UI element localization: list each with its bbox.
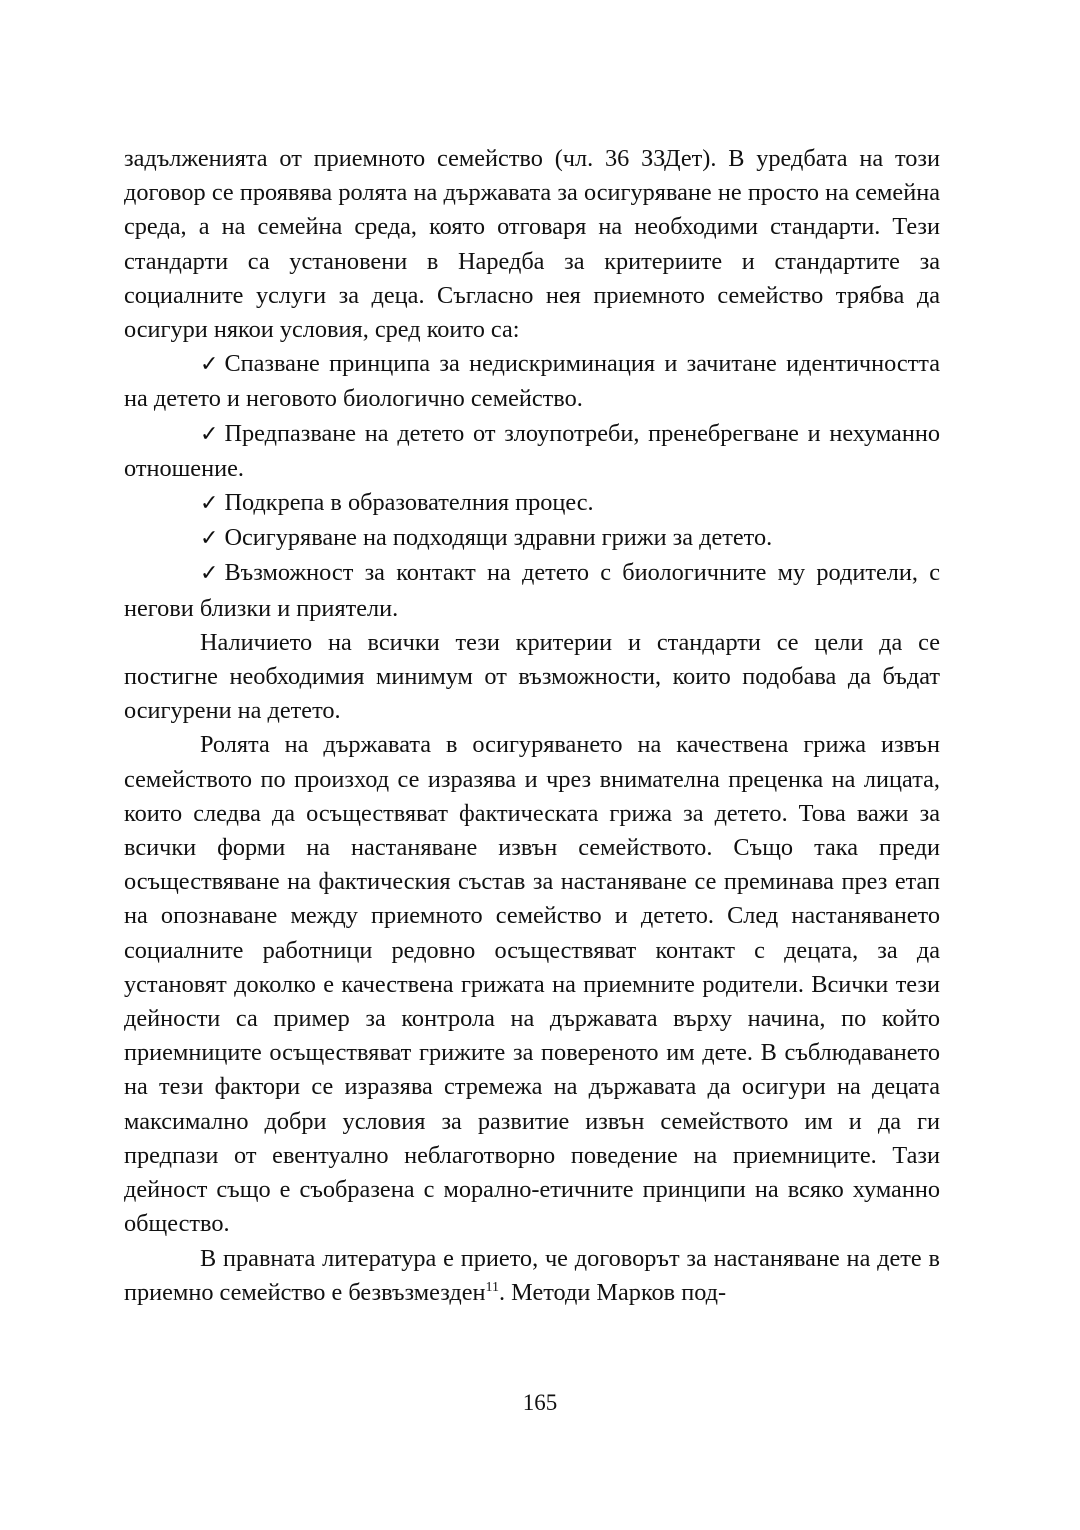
page-number: 165	[522, 1390, 558, 1415]
list-item-text: Спазване принципа за недискриминация и зачитане идентичността на детето и неговото биологично семейство.	[124, 350, 940, 413]
footnote-reference[interactable]: 11	[485, 1279, 500, 1295]
list-item-text: Осигуряване на подходящи здравни грижи за детето.	[224, 524, 773, 552]
paragraph-text: В правната литература е прието, че договорът за настаняване на дете в приемно семейство е безвъзмезден	[124, 1244, 940, 1306]
list-item-text: Предпазване на детето от злоупотреби, пренебрегване и нехуманно отношение.	[124, 419, 940, 482]
paragraph: Ролята на държавата в осигуряването на качествена грижа извън семейството по произход се изразява и чрез внимателна преценка на лицата, които следва да осъществяват фактическата грижа за детето. Това важи за всички форми на настаняване извън семейството. Също така преди осъществяване на фактическия състав за настаняване се преминава през етап на опознаване между приемното семейство и детето. След настаняването социалните работници редовно осъществяват контакт с децата, за да установят доколко е качествена грижата на приемните родители. Всички тези дейности са пример за контрола на държавата върху начина, по който приемниците осъществяват грижите за повереното им дете. В съблюдаването на тези фактори се изразява стремежа на държавата да осигури на децата максимално добри условия за развитие извън семейството им и да ги предпази от евентуално неблаготворно поведение на приемниците. Тази дейност също е съобразена с морално-етичните принципи на всяко хуманно общество.	[124, 731, 940, 1238]
list-item	[124, 417, 940, 486]
list-item	[124, 347, 940, 416]
checkmark-icon: ✓	[200, 491, 219, 517]
paragraph	[124, 1242, 940, 1310]
checkmark-icon: ✓	[200, 352, 219, 378]
paragraph-text: . Методи Марков под-	[499, 1278, 727, 1306]
list-item-text: Възможност за контакт на детето с биологичните му родители, с негови близки и приятели.	[124, 559, 940, 622]
paragraph: Наличието на всички тези критерии и стандарти се цели да се постигне необходимия минимум от възможности, които подобава да бъдат осигурени на детето.	[124, 628, 940, 725]
list-item-text: Подкрепа в образователния процес.	[224, 489, 594, 517]
list-item	[124, 556, 940, 625]
checkmark-icon: ✓	[200, 561, 219, 587]
checkmark-icon: ✓	[200, 421, 219, 447]
checkmark-icon: ✓	[200, 526, 219, 552]
paragraph: задълженията от приемното семейство (чл. 36 ЗЗДет). В уредбата на този договор се проявява ролята на държавата за осигуряване не просто на семейна среда, а на семейна среда, която отговаря на необходими стандарти. Тези стандарти са установени в Наредба за критериите и стандартите за социалните услуги за деца. Съгласно нея приемното семейство трябва да осигури някои условия, сред които са:	[124, 145, 940, 344]
list-item	[124, 486, 940, 521]
list-item	[124, 521, 940, 556]
page-body-text	[124, 142, 940, 1310]
